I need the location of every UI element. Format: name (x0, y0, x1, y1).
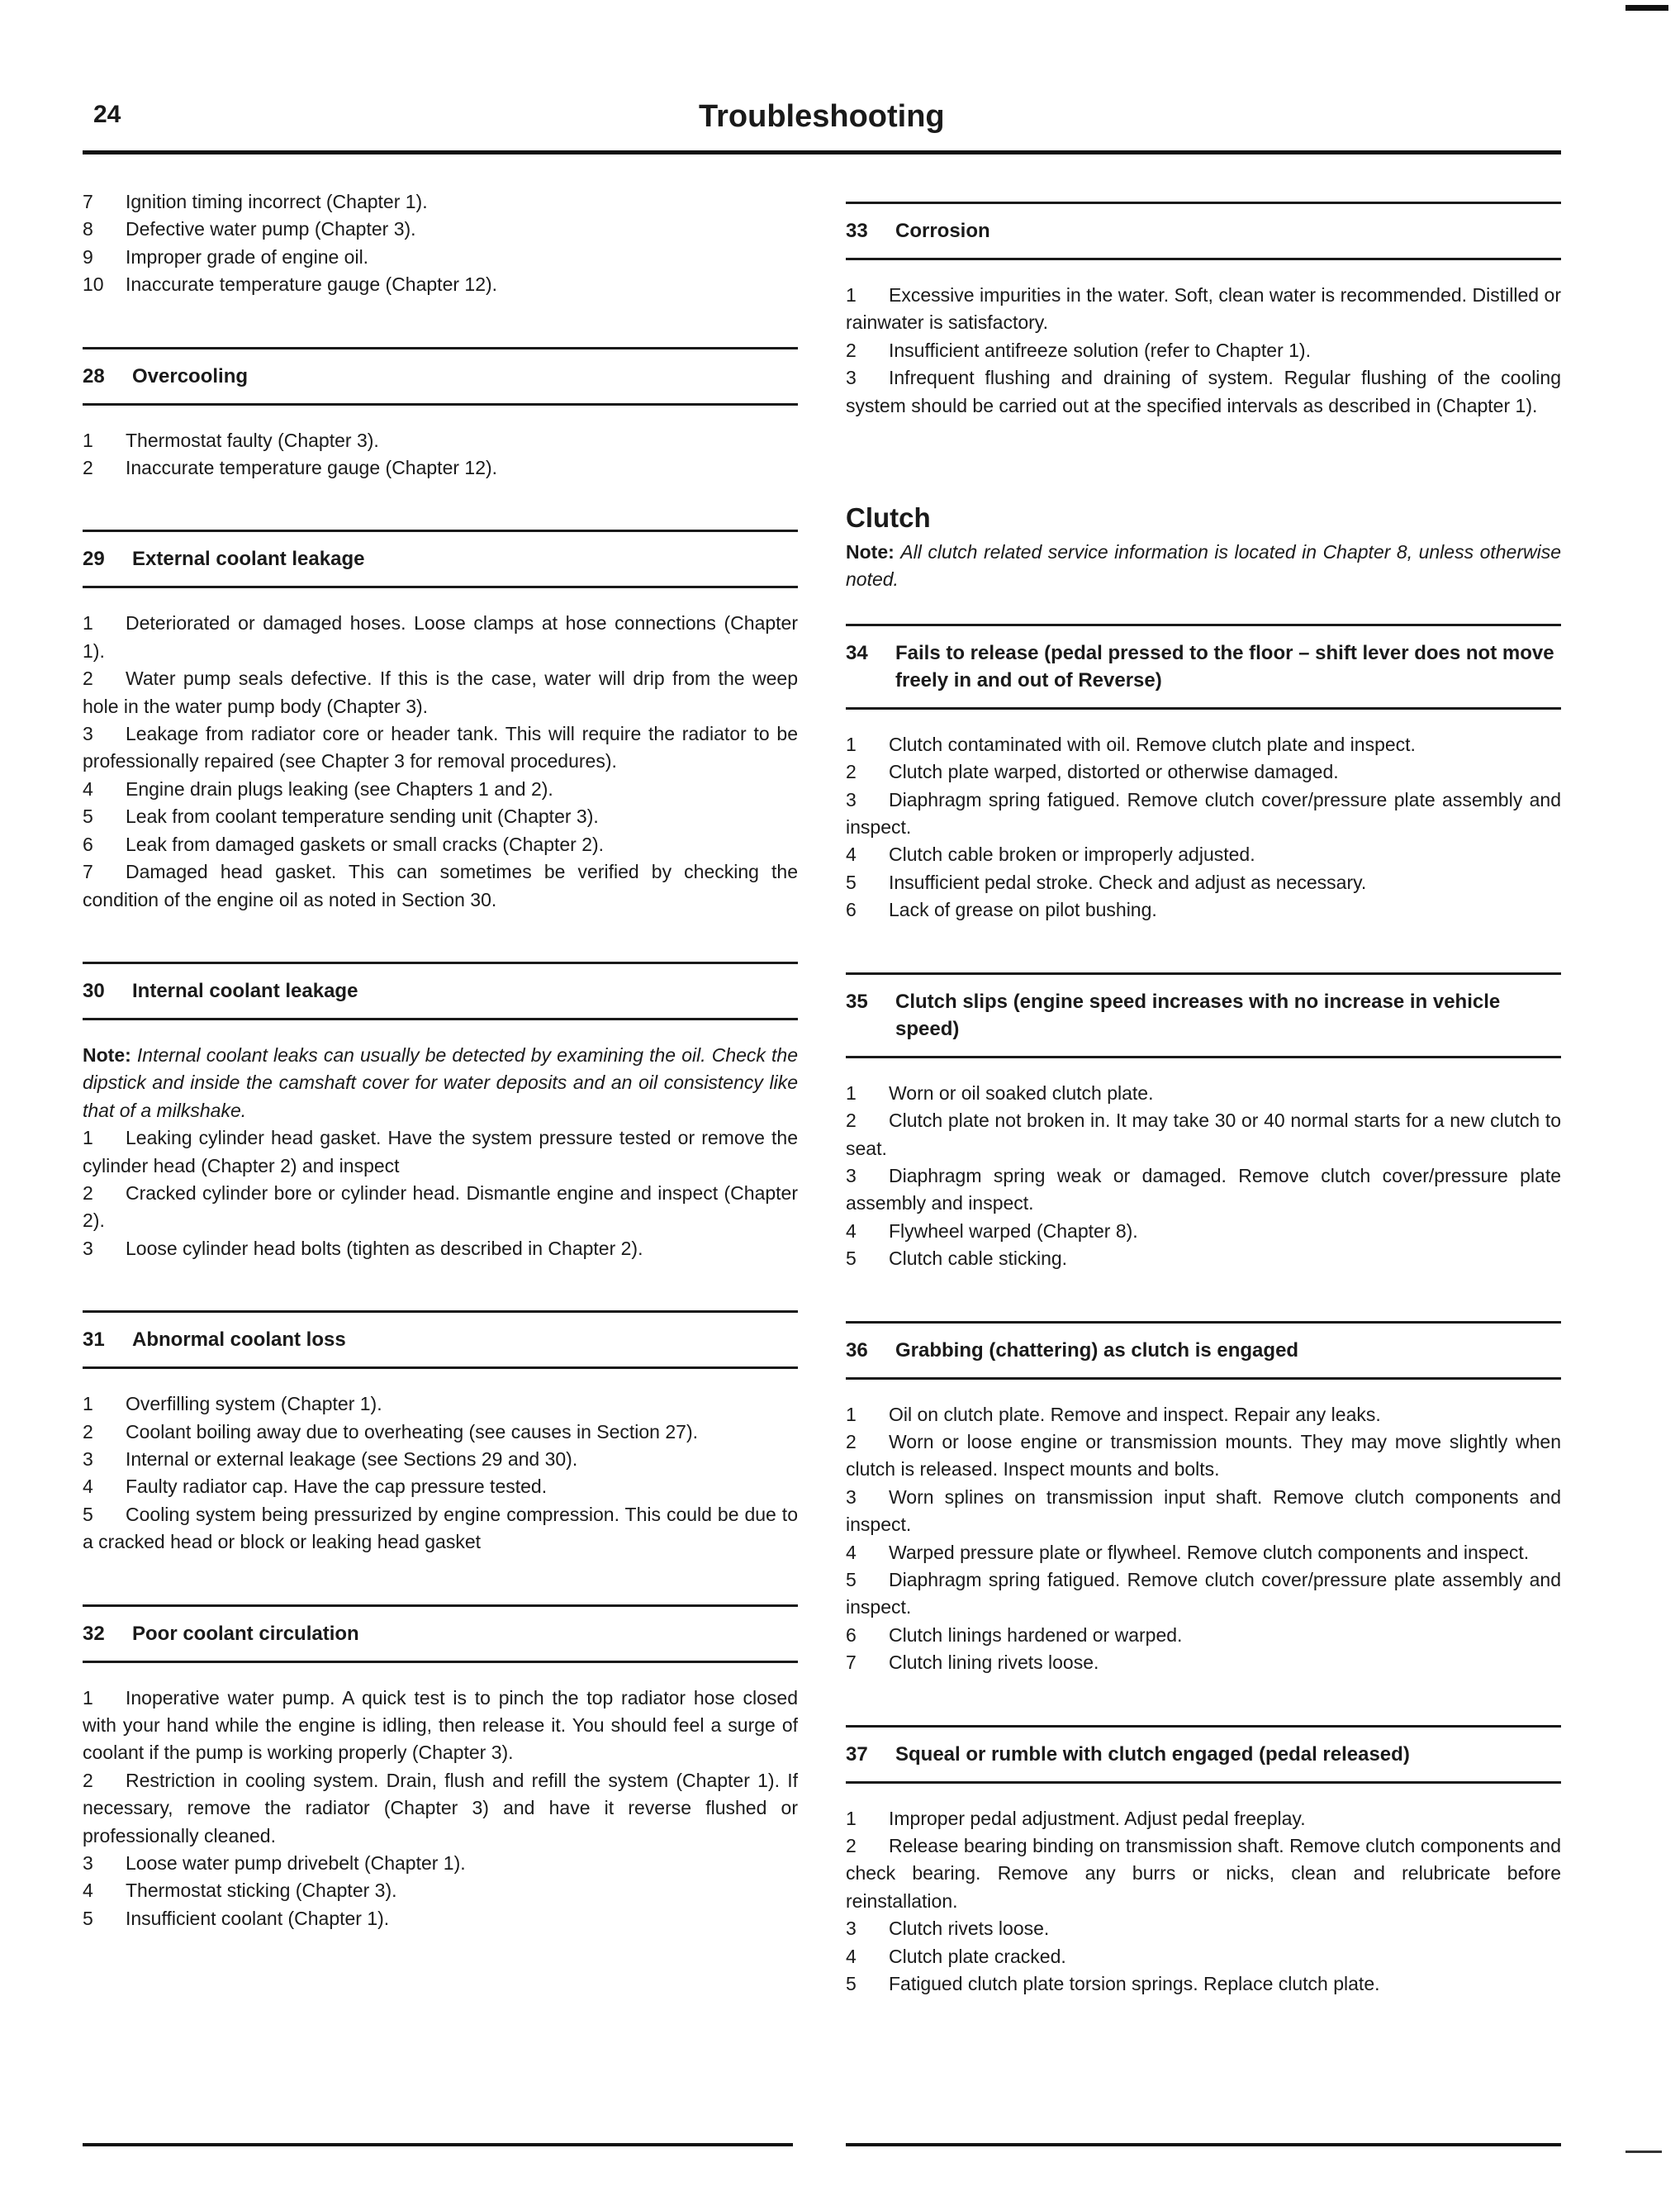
list-item: 1 Thermostat faulty (Chapter 3). (83, 429, 379, 451)
list-item: 3 Clutch rivets loose. (846, 1918, 1050, 1940)
list-item: 7 Ignition timing incorrect (Chapter 1). (83, 191, 428, 212)
list-item: 10 Inaccurate temperature gauge (Chapter 12). (83, 273, 498, 296)
list-item: 1 Excessive impurities in the water. Soft, clean water is recommended. Distilled or rainwater is satisfactory. (846, 284, 1561, 334)
list-item: 1 Clutch contaminated with oil. Remove clutch plate and inspect. (846, 733, 1416, 755)
section-heading: 35 Clutch slips (engine speed increases with no increase in vehicle speed) (846, 972, 1561, 1058)
list-item: 2 Water pump seals defective. If this is the case, water will drip from the weep hole in the water pump body (Chapter 3). (83, 668, 798, 717)
list-item: 2 Coolant boiling away due to overheating (see causes in Section 27). (83, 1420, 698, 1442)
list-item: 2 Restriction in cooling system. Drain, flush and refill the system (Chapter 1). If necessary, remove the radiator (Chapter 3) and have it reverse flushed or professionally cleaned. (83, 1769, 798, 1846)
section-35 (846, 972, 1561, 1273)
list-item: 1 Inoperative water pump. A quick test is to pinch the top radiator hose closed with your hand while the engine is idling, then release it. You should feel a surge of coolant if the pump is working properly (Chapter 3). (83, 1686, 798, 1764)
section-heading: 37 Squeal or rumble with clutch engaged (pedal released) (846, 1725, 1561, 1784)
section-30 (83, 962, 798, 1262)
list-item: 4 Clutch cable broken or improperly adjusted. (846, 844, 1255, 866)
section-heading: 34 Fails to release (pedal pressed to the floor – shift lever does not move freely in and out of Reverse) (846, 624, 1561, 710)
footer-rule (83, 2143, 793, 2146)
section-37 (846, 1725, 1561, 1999)
scan-mark (1625, 2151, 1662, 2153)
list-item: 4 Flywheel warped (Chapter 8). (846, 1219, 1138, 1242)
list-item: 4 Faulty radiator cap. Have the cap pressure tested. (83, 1476, 548, 1498)
header-rule (83, 150, 1561, 154)
section-33 (846, 202, 1561, 420)
list-item: 1 Worn or oil soaked clutch plate. (846, 1081, 1154, 1104)
list-item: 4 Clutch plate cracked. (846, 1945, 1066, 1967)
list-item: 4 Thermostat sticking (Chapter 3). (83, 1880, 397, 1902)
list-item: 3 Internal or external leakage (see Sections 29 and 30). (83, 1447, 578, 1470)
list-item: 6 Leak from damaged gaskets or small cracks (Chapter 2). (83, 833, 605, 855)
section-34 (846, 624, 1561, 924)
list-item: 1 Oil on clutch plate. Remove and inspect. Repair any leaks. (846, 1403, 1381, 1425)
list-item: 6 Lack of grease on pilot bushing. (846, 899, 1157, 921)
list-item: 2 Insufficient antifreeze solution (refer to Chapter 1). (846, 339, 1311, 361)
section-note: Note: Internal coolant leaks can usually be detected by examining the oil. Check the dipstick and inside the camshaft cover for water deposits and an oil consistency like that of a milkshake. (83, 1043, 798, 1121)
scan-mark (1625, 5, 1668, 11)
list-item: 3 Loose water pump drivebelt (Chapter 1). (83, 1852, 466, 1875)
page-title: Troubleshooting (699, 99, 945, 134)
list-item: 5 Leak from coolant temperature sending unit (Chapter 3). (83, 806, 599, 828)
list-item: 5 Diaphragm spring fatigued. Remove clutch cover/pressure plate assembly and inspect. (846, 1568, 1561, 1618)
section-29 (83, 530, 798, 913)
list-item: 2 Worn or loose engine or transmission mounts. They may move slightly when clutch is released. Inspect mounts and bolts. (846, 1430, 1561, 1480)
list-item: 8 Defective water pump (Chapter 3). (83, 218, 416, 240)
section-heading: 36 Grabbing (chattering) as clutch is engaged (846, 1321, 1561, 1380)
list-item: 4 Warped pressure plate or flywheel. Remove clutch components and inspect. (846, 1541, 1530, 1563)
group-title: Clutch (846, 502, 931, 534)
section-28 (83, 347, 798, 482)
list-item: 3 Worn splines on transmission input shaft. Remove clutch components and inspect. (846, 1485, 1561, 1536)
list-item: 4 Engine drain plugs leaking (see Chapters 1 and 2). (83, 777, 553, 800)
section-31 (83, 1310, 798, 1556)
list-item: 1 Leaking cylinder head gasket. Have the system pressure tested or remove the cylinder head (Chapter 2) and inspect (83, 1127, 798, 1176)
list-item: 5 Insufficient coolant (Chapter 1). (83, 1907, 390, 1929)
list-item: 2 Clutch plate warped, distorted or otherwise damaged. (846, 761, 1339, 783)
list-item: 7 Clutch lining rivets loose. (846, 1652, 1099, 1674)
list-item: 9 Improper grade of engine oil. (83, 245, 369, 268)
list-item: 7 Damaged head gasket. This can sometimes be verified by checking the condition of the engine oil as noted in Section 30. (83, 861, 798, 910)
list-item: 5 Cooling system being pressurized by engine compression. This could be due to a cracked head or block or leaking head gasket (83, 1503, 798, 1553)
section-heading: 30 Internal coolant leakage (83, 962, 798, 1020)
list-item: 6 Clutch linings hardened or warped. (846, 1623, 1183, 1646)
list-item: 3 Loose cylinder head bolts (tighten as described in Chapter 2). (83, 1237, 643, 1259)
list-item: 5 Insufficient pedal stroke. Check and adjust as necessary. (846, 871, 1367, 893)
section-36 (846, 1321, 1561, 1677)
section-heading: 28 Overcooling (83, 347, 798, 406)
section-heading: 31 Abnormal coolant loss (83, 1310, 798, 1369)
section-heading: 32 Poor coolant circulation (83, 1604, 798, 1663)
list-item: 5 Clutch cable sticking. (846, 1248, 1068, 1270)
list-item: 2 Cracked cylinder bore or cylinder head. Dismantle engine and inspect (Chapter 2). (83, 1181, 798, 1232)
list-item: 3 Diaphragm spring fatigued. Remove clutch cover/pressure plate assembly and inspect. (846, 788, 1561, 839)
left-column (83, 188, 798, 1932)
group-note: Note: All clutch related service information is located in Chapter 8, unless otherwise noted. (846, 541, 1562, 591)
footer-rule (846, 2143, 1561, 2146)
page-number: 24 (93, 101, 121, 128)
list-item: 3 Diaphragm spring weak or damaged. Remove clutch cover/pressure plate assembly and inspect. (846, 1164, 1561, 1214)
section-heading: 33 Corrosion (846, 202, 1561, 260)
list-item: 2 Release bearing binding on transmission shaft. Remove clutch components and check bearing. Remove any burrs or nicks, clean and relubricate before reinstallation. (846, 1835, 1561, 1912)
clutch-group (846, 501, 1561, 594)
list-item: 3 Infrequent flushing and draining of system. Regular flushing of the cooling system should be carried out at the specified intervals as described in (Chapter 1). (846, 367, 1561, 416)
list-item: 1 Improper pedal adjustment. Adjust pedal freeplay. (846, 1807, 1306, 1829)
list-item: 1 Deteriorated or damaged hoses. Loose clamps at hose connections (Chapter 1). (83, 612, 798, 662)
section-32 (83, 1604, 798, 1933)
list-item: 5 Fatigued clutch plate torsion springs. Replace clutch plate. (846, 1973, 1380, 1995)
list-item: 2 Clutch plate not broken in. It may take 30 or 40 normal starts for a new clutch to seat. (846, 1110, 1561, 1159)
section-heading: 29 External coolant leakage (83, 530, 798, 588)
right-column (846, 188, 1561, 1998)
list-item: 1 Overfilling system (Chapter 1). (83, 1393, 382, 1415)
list-item: 3 Leakage from radiator core or header tank. This will require the radiator to be professionally repaired (see Chapter 3 for removal procedures). (83, 723, 798, 772)
section-27-continued (83, 188, 798, 299)
list-item: 2 Inaccurate temperature gauge (Chapter 12). (83, 457, 498, 479)
